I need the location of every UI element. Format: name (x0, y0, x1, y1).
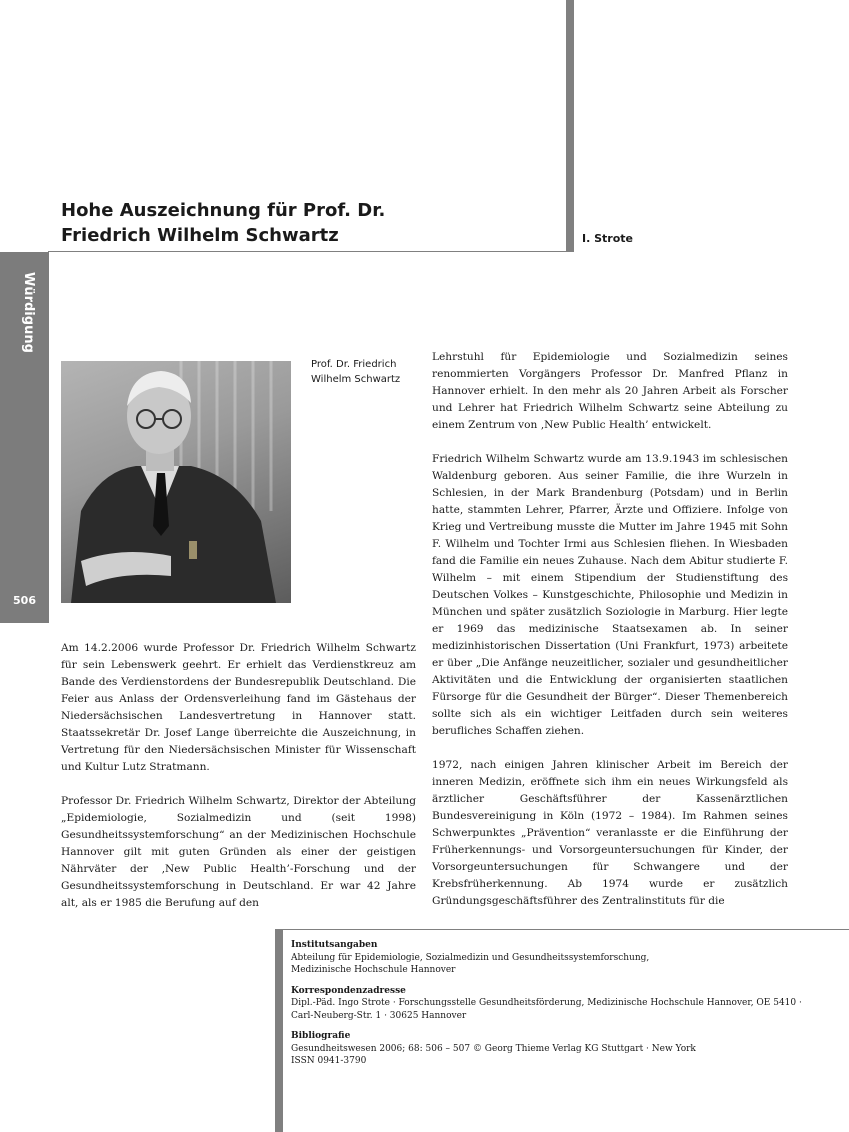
institute-line: Medizinische Hochschule Hannover (291, 965, 456, 975)
article-title-line-1: Hohe Auszeichnung für Prof. Dr. (61, 200, 386, 221)
paragraph: 1972, nach einigen Jahren klinischer Arbeit im Bereich der inneren Medizin, eröffnete sich ihm ein neues Wirkungsfeld als ärztlicher Geschäftsführer der Kassenärztlichen Bundesvereinigung in Köln (1972 – 1984). Im Rahmen seines Schwerpunktes „Prävention“ veranlasste er die Einführung der Früherkennungs- und Vorsorgeuntersuchungen für Kinder, der Vorsorgeuntersuchungen für Schwangere und der Krebsfrüherkennung. Ab 1974 wurde er zusätzlich Gründungsgeschäftsführer des Zentralinstituts für die (432, 759, 788, 907)
correspondence-heading: Korrespondenzadresse (291, 985, 406, 996)
correspondence-block (291, 985, 831, 1023)
paragraph: Lehrstuhl für Epidemiologie und Sozialmedizin seines renommierten Vorgängers Professor Dr. Manfred Pflanz in Hannover erhielt. In den mehr als 20 Jahren Arbeit als Forscher und Lehrer hat Friedrich Wilhelm Schwartz seine Abteilung zu einem Zentrum von ‚New Public Health’ entwickelt. (432, 351, 788, 431)
institute-heading: Institutsangaben (291, 940, 378, 950)
page-number: 506 (13, 594, 36, 607)
header-horizontal-rule (48, 251, 566, 252)
correspondence-line: Carl-Neuberg-Str. 1 · 30625 Hannover (291, 1010, 467, 1021)
portrait-illustration (61, 361, 291, 603)
paragraph: Professor Dr. Friedrich Wilhelm Schwartz, Direktor der Abteilung „Epidemiologie, Sozialmedizin und (seit 1998) Gesundheitssystemforschung“ an der Medizinischen Hochschule Hannover gilt mit guten Gründen als einer der geistigen Nährväter der ‚New Public Health’-Forschung und der Gesundheitssystemforschung in Deutschland. Er war 42 Jahre alt, als er 1985 die Berufung auf den (61, 795, 416, 909)
info-box-top-rule (283, 929, 849, 930)
article-info-box (291, 939, 831, 1076)
bibliography-line: ISSN 0941-3790 (291, 1056, 367, 1066)
paragraph: Friedrich Wilhelm Schwartz wurde am 13.9.1943 im schlesischen Waldenburg geboren. Aus seiner Familie, die ihre Wurzeln in Schlesien, in der Mark Brandenburg (Potsdam) und in Berlin hatte, stammten Lehrer, Pfarrer, Ärzte und Offiziere. Infolge von Krieg und Vertreibung musste die Mutter im Jahre 1945 mit Sohn F. Wilhelm und Tochter Irmi aus Schlesien fliehen. In Wiesbaden fand die Familie ein neues Zuhause. Nach dem Abitur studierte F. Wilhelm – mit einem Stipendium der Studienstiftung des Deutschen Volkes – Kunstgeschichte, Philosophie und Medizin in München und später zusätzlich Soziologie in Marburg. Hier legte er 1969 das medizinische Staatsexamen ab. In seiner medizinhistorischen Dissertation (Uni Frankfurt, 1973) arbeitete er über „Die Anfänge neuzeitlicher, sozialer und gesundheitlicher Aktivitäten und die Entwicklung der organisierten staatlichen Fürsorge für die Gesundheit der Bürger“. Dieser Themenbereich sollte sich als ein wichtiger Leitfaden durch sein weiteres berufliches Schaffen ziehen. (432, 453, 788, 737)
photo-caption-line-2: Wilhelm Schwartz (311, 374, 401, 385)
correspondence-line: Dipl.-Päd. Ingo Strote · Forschungsstelle Gesundheitsförderung, Medizinische Hochschule Hannover, OE 5410 · (291, 998, 802, 1008)
body-column-right (432, 349, 788, 927)
bibliography-line: Gesundheitswesen 2006; 68: 506 – 507 © Georg Thieme Verlag KG Stuttgart · New York (291, 1043, 696, 1054)
article-author: I. Strote (582, 232, 633, 245)
photo-caption (311, 357, 421, 387)
paragraph: Am 14.2.2006 wurde Professor Dr. Friedrich Wilhelm Schwartz für sein Lebenswerk geehrt. Er erhielt das Verdienstkreuz am Bande des Verdienstordens der Bundesrepublik Deutschland. Die Feier aus Anlass der Ordensverleihung fand im Gästehaus der Niedersächsischen Landesvertretung in Hannover statt. Staatssekretär Dr. Josef Lange überreichte die Auszeichnung, in Vertretung für den Niedersächsischen Minister für Wissenschaft und Kultur Lutz Stratmann. (61, 642, 416, 773)
portrait-photo (61, 361, 291, 603)
bibliography-heading: Bibliografie (291, 1031, 351, 1041)
body-column-left (61, 640, 416, 929)
article-title-line-2: Friedrich Wilhelm Schwartz (61, 225, 339, 246)
institute-block (291, 939, 831, 977)
info-box-rule (275, 929, 283, 1132)
institute-line: Abteilung für Epidemiologie, Sozialmedizin und Gesundheitssystemforschung, (291, 952, 650, 963)
header-vertical-rule (566, 0, 574, 252)
article-title (61, 198, 561, 248)
bibliography-block (291, 1030, 831, 1068)
section-label: Würdigung (21, 272, 36, 353)
photo-caption-line-1: Prof. Dr. Friedrich (311, 359, 397, 370)
